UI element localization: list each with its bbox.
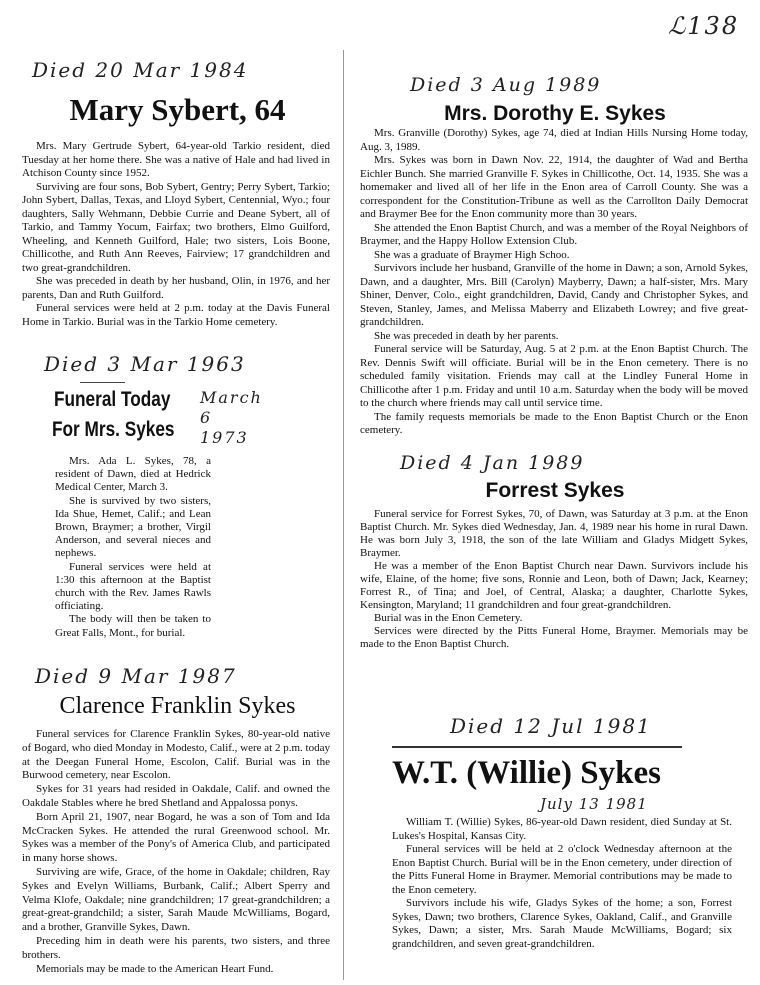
paragraph: Funeral services for Clarence Franklin Sykes, 80-year-old native of Bogard, who died Monday in Modesto, Calif., were at 2 p.m. today at the Deegan Funeral Home, Escolon, Calif. Burial was in the Burwood cemetery, near Escolon. [22,728,330,782]
obituary-body [22,140,330,329]
paragraph: The body will then be taken to Great Falls, Mont., for burial. [55,613,211,639]
obituary-title-line2: For Mrs. Sykes [52,418,175,441]
obituary-title: Mary Sybert, 64 [69,92,286,127]
paragraph: Surviving are four sons, Bob Sybert, Gentry; Perry Sybert, Tarkio; John Sybert, Dallas, Texas, and Lloyd Sybert, Centennial, Wyo.; four daughters, Sally Wehmann, Debbie Currie and Deane Sybert, all of Tarkio, and Tammy Yocum, Fairfax; two brothers, Elmo Guilford, Wheeling, and Kenneth Guilford, Hale; two sisters, Lois Boone, Chillicothe, and Ruth Ann Reeves, Fairview; 17 grandchildren and two great-grandchildren. [22,180,330,274]
paragraph: Sykes for 31 years had resided in Oakdale, Calif. and owned the Oakdale Stables where he bred Shetland and Appalossa ponys. [22,783,330,809]
obituary-title: Mrs. Dorothy E. Sykes [444,102,666,125]
paragraph: She was preceded in death by her parents. [374,329,559,342]
paragraph: Funeral services were held at 2 p.m. today at the Davis Funeral Home in Tarkio. Burial was in the Tarkio Home cemetery. [22,302,330,328]
obituary-title: Clarence Franklin Sykes [59,693,296,719]
page-number-note: ℒ138 [668,12,740,40]
handwritten-date: Died 12 Jul 1981 [450,714,652,738]
column-divider [343,50,344,980]
handwritten-date: Died 3 Mar 1963 [44,352,246,376]
paragraph: Survivors include her husband, Granville of the home in Dawn; a son, Arnold Sykes, Dawn, and a daughter, Mrs. Bill (Carolyn) Mayberry, Dawn; a half-sister, Mrs. Mary Shiner, Denver, Colo., eight grandchildren, David, Candy and Christopher Sykes, and Steven, Stanley, James, and Melissa Maberry and Elizabeth Lowrey; and five great-grandchildren. [360,262,748,328]
paragraph: The family requests memorials be made to the Enon Baptist Church or the Enon cemetery. [360,410,748,436]
paragraph: She was a graduate of Braymer High Schoo. [374,248,570,261]
paragraph: Born April 21, 1907, near Bogard, he was a son of Tom and Ida McCracken Sykes. He attended the rural Greenwood school. Mr. Sykes was a member of the Pony's of America Club, and participated in many horse shows. [22,810,330,865]
paragraph: Mrs. Sykes was born in Dawn Nov. 22, 1914, the daughter of Wad and Bertha Eichler Bunch. She married Granville F. Sykes in Chillicothe, Oct. 14, 1935. She was a homemaker and lived all of her life in the Enon area of Carroll County. She was a correspondent for the Constitution-Tribune as well as the Carrollton Daily Democrat and Braymer Bee for the Enon community more than 30 years. [360,154,748,220]
paragraph: Burial was in the Enon Cemetery. [374,612,523,624]
paragraph: She is survived by two sisters, Ida Shue, Hemet, Calif.; and Lean Brown, Braymer; a brother, Virgil Anderson, and several nieces and nephews. [55,494,211,560]
paragraph: Funeral service will be Saturday, Aug. 5 at 2 p.m. at the Enon Baptist Church. The Rev. Dennis Swift will officiate. Burial will be in the Enon cemetery. There is no scheduled family visitation. Friends may call at the Lindley Funeral Home in Chillicothe after 1 p.m. Friday and until 10 a.m. Saturday when the body will be moved to the church where friends may call until service time. [360,343,748,409]
obituary-body [55,455,211,640]
obituary-title: W.T. (Willie) Sykes [392,755,661,791]
handwritten-note: March 6 1973 [200,388,263,447]
paragraph: Mrs. Ada L. Sykes, 78, a resident of Dawn, died at Hedrick Medical Center, March 3. [55,455,211,494]
paragraph: Mrs. Mary Gertrude Sybert, 64-year-old Tarkio resident, died Tuesday at her home there. She was a native of Hale and had lived in Atchison County since 1952. [22,140,330,179]
obituary-body [22,728,330,976]
obituary-title: Forrest Sykes [485,479,625,502]
paragraph: He was a member of the Enon Baptist Church near Dawn. Survivors include his wife, Elaine, of the home; five sons, Ronnie and Leon, both of Dawn; Jack, Kearney; Forrest R., of Tina; and Joel, of Central, Alaska; a daughter, Charlotte Sykes, Kensington, Maryland; 11 grandchildren and four great-grandchildren. [360,560,748,611]
paragraph: Services were directed by the Pitts Funeral Home, Braymer. Memorials may be made to the Enon Baptist Church. [360,625,748,650]
paragraph: Memorials may be made to the American Heart Fund. [36,962,274,975]
obituary-body [360,508,748,651]
handwritten-date: Died 9 Mar 1987 [35,664,237,688]
paragraph: Surviving are wife, Grace, of the home in Oakdale; children, Ray Sykes and Evelyn Williams, Burbank, Calif.; Albert Sperry and Velma Klofe, Oakdale; nine grandchildren; 17 great-grandchildren; a great-great-grandchild; a sister, Sarah Maude McWilliams, Bogard, and a brother, Granville Sykes, Dawn. [22,865,330,934]
handwritten-note: July 13 1981 [540,795,648,813]
paragraph: William T. (Willie) Sykes, 86-year-old Dawn resident, died Sunday at St. Lukes's Hospital, Kansas City. [392,816,732,842]
paragraph: Mrs. Granville (Dorothy) Sykes, age 74, died at Indian Hills Nursing Home today, Aug. 3, 1989. [360,127,748,153]
handwritten-date: Died 4 Jan 1989 [400,452,585,474]
handwritten-date: Died 3 Aug 1989 [410,74,602,96]
paragraph: Funeral services were held at 1:30 this afternoon at the Baptist church with the Rev. James Rawls officiating. [55,560,211,613]
obituary-body [392,816,732,951]
paragraph: Funeral service for Forrest Sykes, 70, of Dawn, was Saturday at 3 p.m. at the Enon Baptist Church. Mr. Sykes died Wednesday, Jan. 4, 1989 near his home in rural Dawn. He was born July 3, 1918, the son of the late William and Gladys Midgett Sykes, Braymer. [360,508,748,559]
paragraph: She attended the Enon Baptist Church, and was a member of the Royal Neighbors of Braymer, and the Happy Hollow Extension Club. [360,221,748,247]
handwritten-date: Died 20 Mar 1984 [32,58,249,82]
divider [392,746,682,748]
divider [80,382,125,383]
obituary-title-line1: Funeral Today [54,388,171,411]
paragraph: Funeral services will be held at 2 o'clock Wednesday afternoon at the Enon Baptist Church. Burial will be in the Enon cemetery, under direction of the Pitts Funeral Home in Braymer. Memorial contributions may be made to the Enon cemetery. [392,843,732,896]
paragraph: She was preceded in death by her husband, Olin, in 1976, and her parents, Dan and Ruth Guilford. [22,275,330,301]
paragraph: Survivors include his wife, Gladys Sykes of the home; a son, Forrest Sykes, Dawn; two brothers, Clarence Sykes, Oakland, Calif., and Granville Sykes, Dawn; a sister, Mrs. Sarah Maude McWilliams, Bogard; six grandchildren, and seven great-grandchildren. [392,897,732,950]
paragraph: Preceding him in death were his parents, two sisters, and three brothers. [22,934,330,961]
obituary-body [360,127,748,438]
